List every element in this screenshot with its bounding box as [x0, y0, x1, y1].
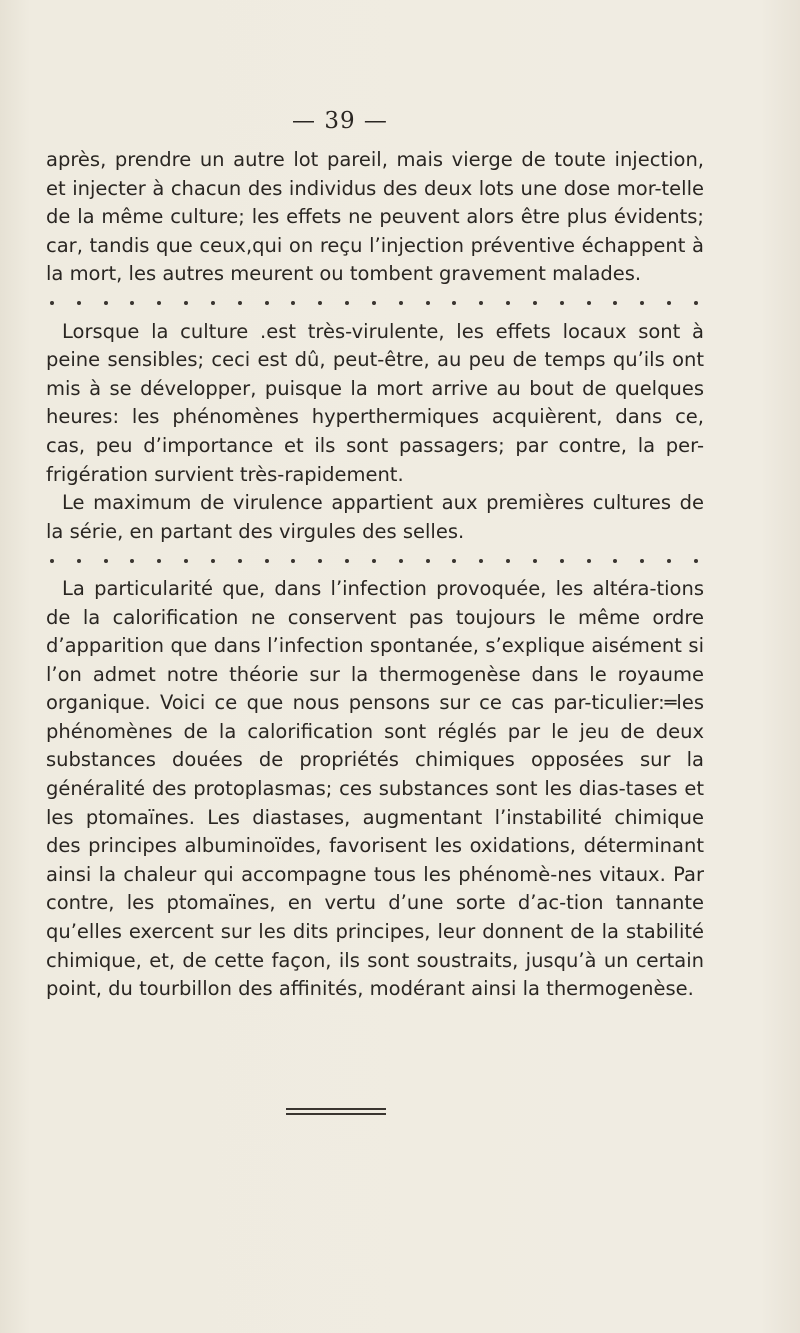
ellipsis-separator-1 — [46, 289, 704, 318]
page-number: — 39 — — [292, 108, 388, 134]
ellipsis-separator-2 — [46, 546, 704, 575]
paragraph-3: Le maximum de virulence appartient aux premières cultures de la série, en partant des virgules des selles. — [46, 491, 704, 543]
body-text — [46, 146, 704, 1004]
paragraph-2: Lorsque la culture .est très-virulente, les effets locaux sont à peine sensibles; ceci est dû, peut-être, au peu de temps qu’ils ont mis à se développer, puisque la mort arrive au bout de quelques heures: les phénomènes hyperthermiques acquièrent, dans ce, cas, peu d’importance et ils sont passagers; par contre, la per-frigération survient très-rapidement. — [46, 319, 704, 486]
end-rule-line-1 — [286, 1108, 386, 1110]
paragraph-4: La particularité que, dans l’infection provoquée, les altéra-tions de la calorification ne conservent pas toujours le même ordre d’apparition que dans l’infection spontanée, s’explique aisément si l’on admet notre théorie sur la thermogenèse dans le royaume organique. Voici ce que nous pensons sur ce cas par-ticulier:═les phénomènes de la calorification sont réglés par le jeu de deux substances douées de propriétés chimiques opposées sur la généralité des protoplasmas; ces substances sont les dias-tases et les ptomaïnes. Les diastases, augmentant l’instabilité chimique des principes albuminoïdes, favorisent les oxidations, déterminant ainsi la chaleur qui accompagne tous les phénomè-nes vitaux. Par contre, les ptomaïnes, en vertu d’une sorte d’ac-tion tannante qu’elles exercent sur les dits principes, leur donnent de la stabilité chimique, et, de cette façon, ils sont soustraits, jusqu’à un certain point, du tourbillon des affinités, modérant ainsi la thermogenèse. — [46, 576, 704, 1001]
paragraph-1: après, prendre un autre lot pareil, mais vierge de toute injection, et injecter à chacun des individus des deux lots une dose mor-telle de la même culture; les effets ne peuvent alors être plus évidents; car, tandis que ceux,qui on reçu l’injection préventive échappent à la mort, les autres meurent ou tombent gravement malades. — [46, 148, 704, 286]
end-rule-line-2 — [286, 1113, 386, 1115]
end-rule — [286, 1108, 386, 1118]
